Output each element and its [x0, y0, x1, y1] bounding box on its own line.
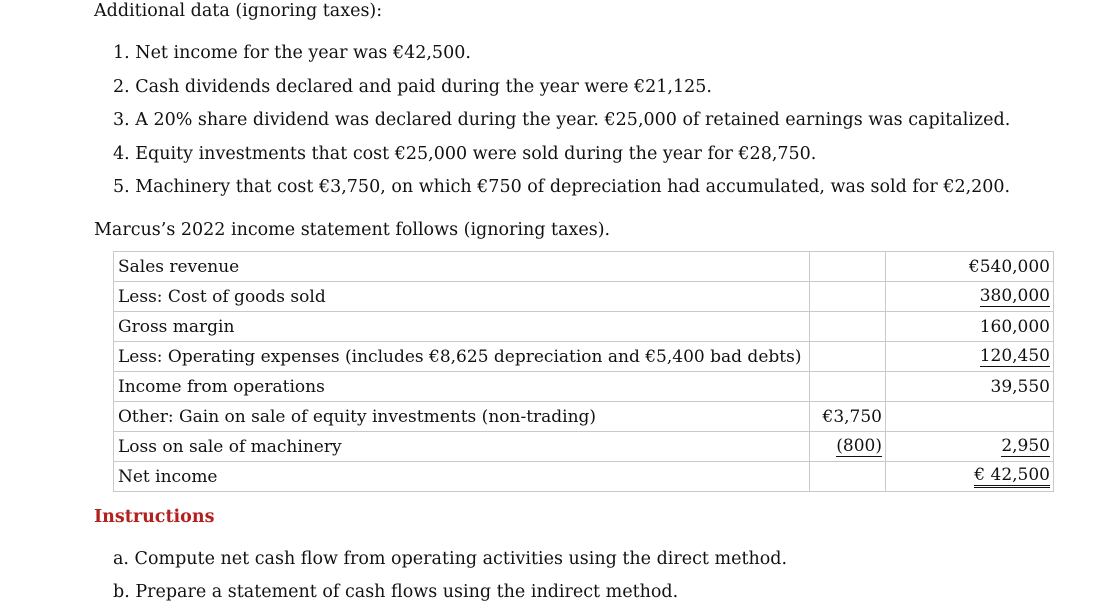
row-amount-cell: [886, 432, 1054, 462]
table-row: [114, 252, 1054, 282]
instruction-item-b: b. Prepare a statement of cash flows using the indirect method.: [113, 582, 679, 602]
table-row: [114, 282, 1054, 312]
row-mid-value: [810, 342, 886, 372]
row-mid-value: [810, 252, 886, 282]
row-mid-value: [810, 312, 886, 342]
row-amount: €540,000: [968, 256, 1050, 277]
additional-data-item-2: 2. Cash dividends declared and paid during the year were €21,125.: [113, 76, 712, 97]
table-row: [114, 462, 1054, 492]
row-mid-value: [810, 462, 886, 492]
row-amount-cell: [886, 312, 1054, 342]
additional-data-heading: Additional data (ignoring taxes):: [94, 1, 383, 21]
additional-data-item-4: 4. Equity investments that cost €25,000 were sold during the year for €28,750.: [113, 143, 817, 164]
row-label: Income from operations: [114, 372, 810, 402]
row-label: Net income: [114, 462, 810, 492]
instruction-item-a: a. Compute net cash flow from operating activities using the direct method.: [113, 549, 788, 569]
row-amount: € 42,500: [974, 465, 1050, 488]
additional-data-item-3: 3. A 20% share dividend was declared during the year. €25,000 of retained earnings was capitalized.: [113, 110, 1011, 130]
row-label: Gross margin: [114, 312, 810, 342]
row-mid-value: €3,750: [810, 402, 886, 432]
row-amount-cell: [886, 402, 1054, 432]
table-row: [114, 312, 1054, 342]
row-amount-cell: [886, 282, 1054, 312]
income-statement-table: [113, 251, 1054, 492]
row-amount-cell: [886, 252, 1054, 282]
row-amount-cell: [886, 342, 1054, 372]
additional-data-list: [113, 40, 1010, 208]
row-label: Less: Cost of goods sold: [114, 282, 810, 312]
table-row: [114, 372, 1054, 402]
row-label: Other: Gain on sale of equity investments (non-trading): [114, 402, 810, 432]
row-amount: 380,000: [979, 286, 1050, 306]
row-amount: 160,000: [979, 316, 1050, 337]
row-label: Less: Operating expenses (includes €8,625 depreciation and €5,400 bad debts): [114, 342, 810, 372]
additional-data-item-1: 1. Net income for the year was €42,500.: [113, 43, 471, 63]
table-row: [114, 432, 1054, 462]
additional-data-item-5: 5. Machinery that cost €3,750, on which €750 of depreciation had accumulated, was sold for €2,200.: [113, 177, 1011, 197]
row-mid-value: [810, 282, 886, 312]
table-row: [114, 342, 1054, 372]
row-mid-value: [810, 372, 886, 402]
row-amount-cell: [886, 372, 1054, 402]
table-row: [114, 402, 1054, 432]
row-amount: 2,950: [1001, 436, 1050, 456]
row-amount-cell: [886, 462, 1054, 492]
income-statement-intro: Marcus’s 2022 income statement follows (ignoring taxes).: [94, 220, 611, 240]
row-mid-value: (800): [836, 436, 882, 456]
row-amount: 120,450: [979, 346, 1050, 366]
row-amount: 39,550: [990, 376, 1050, 397]
row-label: Sales revenue: [114, 252, 810, 282]
instructions-heading: Instructions: [94, 507, 215, 527]
row-mid-value-cell: [810, 432, 886, 462]
instructions-list: [113, 546, 787, 612]
row-label: Loss on sale of machinery: [114, 432, 810, 462]
